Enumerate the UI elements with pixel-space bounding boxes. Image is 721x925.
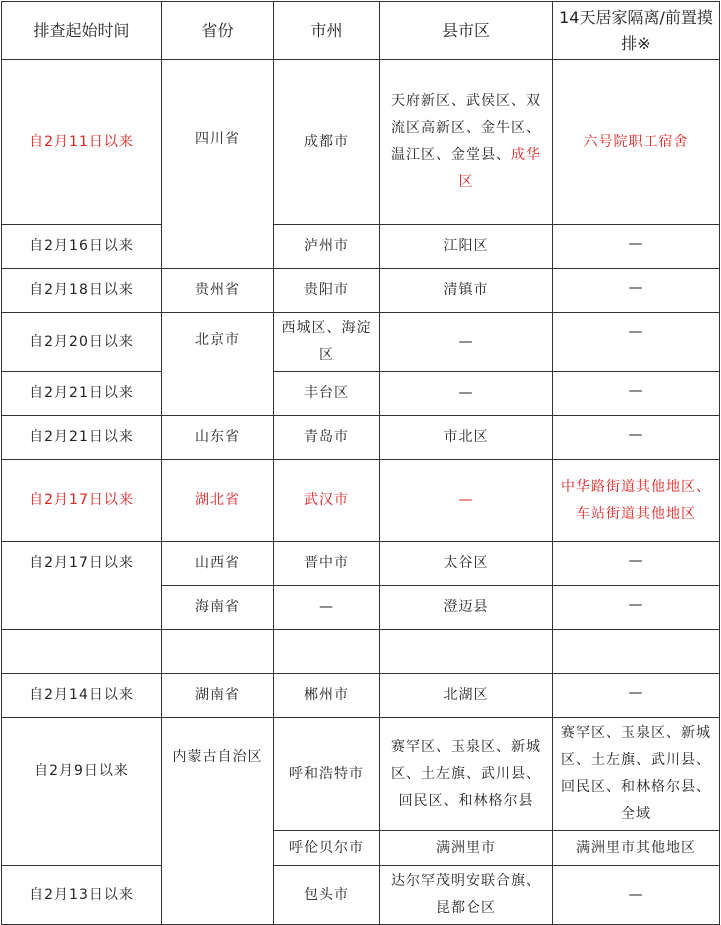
cell-start-time: 自2月14日以来 — [2, 674, 162, 718]
cell-province: 贵州省 — [162, 269, 274, 313]
cell-province: 湖南省 — [162, 674, 274, 718]
cell-province: 湖北省 — [162, 460, 274, 542]
cell-province: 内蒙古自治区 — [162, 718, 274, 925]
cell-county: — — [380, 313, 553, 372]
header-row — [2, 2, 720, 60]
cell-province: 四川省 — [162, 60, 274, 269]
cell-city: 成都市 — [274, 60, 380, 225]
cell-isolation: — — [553, 866, 720, 925]
cell-city: 呼伦贝尔市 — [274, 831, 380, 866]
cell-isolation: — — [553, 269, 720, 313]
table-row — [2, 718, 720, 831]
cell-isolation: 赛罕区、玉泉区、新城区、土左旗、武川县、回民区、和林格尔县、全域 — [553, 718, 720, 831]
cell-empty — [162, 630, 274, 674]
header-start-time: 排查起始时间 — [2, 2, 162, 60]
cell-city: 呼和浩特市 — [274, 718, 380, 831]
county-text: 天府新区、武侯区、双流区高新区、金牛区、温江区、金堂县、 — [391, 93, 541, 163]
cell-city: 西城区、海淀区 — [274, 313, 380, 372]
cell-province: 山西省 — [162, 542, 274, 586]
cell-county: 太谷区 — [380, 542, 553, 586]
cell-start-time: 自2月9日以来 — [2, 718, 162, 866]
cell-isolation: — — [553, 416, 720, 460]
cell-isolation: — — [553, 674, 720, 718]
cell-empty — [274, 630, 380, 674]
cell-city: 晋中市 — [274, 542, 380, 586]
table-row — [2, 416, 720, 460]
risk-area-table — [1, 1, 720, 925]
cell-province: 山东省 — [162, 416, 274, 460]
cell-isolation: 六号院职工宿舍 — [553, 60, 720, 225]
cell-city: 包头市 — [274, 866, 380, 925]
cell-empty — [2, 630, 162, 674]
cell-province: 海南省 — [162, 586, 274, 630]
cell-province: 北京市 — [162, 313, 274, 416]
cell-county: 达尔罕茂明安联合旗、昆都仑区 — [380, 866, 553, 925]
table-row — [2, 674, 720, 718]
cell-city: 泸州市 — [274, 225, 380, 269]
cell-county: 满洲里市 — [380, 831, 553, 866]
cell-city: 武汉市 — [274, 460, 380, 542]
cell-isolation: 满洲里市其他地区 — [553, 831, 720, 866]
header-county: 县市区 — [380, 2, 553, 60]
cell-county: — — [380, 460, 553, 542]
cell-county: 市北区 — [380, 416, 553, 460]
cell-county — [380, 60, 553, 225]
cell-start-time: 自2月17日以来 — [2, 460, 162, 542]
cell-start-time: 自2月11日以来 — [2, 60, 162, 225]
cell-city: 丰台区 — [274, 372, 380, 416]
cell-start-time: 自2月18日以来 — [2, 269, 162, 313]
cell-start-time: 自2月16日以来 — [2, 225, 162, 269]
county-text-highlight: 成华区 — [458, 147, 541, 190]
cell-empty — [380, 630, 553, 674]
cell-isolation: — — [553, 313, 720, 372]
cell-isolation: — — [553, 225, 720, 269]
cell-city: 贵阳市 — [274, 269, 380, 313]
cell-start-time: 自2月21日以来 — [2, 372, 162, 416]
cell-start-time: 自2月13日以来 — [2, 866, 162, 925]
cell-isolation: — — [553, 372, 720, 416]
header-isolation: 14天居家隔离/前置摸排※ — [553, 2, 720, 60]
cell-empty — [553, 630, 720, 674]
table-row — [2, 542, 720, 586]
table-row — [2, 225, 720, 269]
cell-start-time: 自2月20日以来 — [2, 313, 162, 372]
table-row-empty — [2, 630, 720, 674]
cell-isolation: — — [553, 542, 720, 586]
cell-city: 郴州市 — [274, 674, 380, 718]
cell-county: 赛罕区、玉泉区、新城区、土左旗、武川县、回民区、和林格尔县 — [380, 718, 553, 831]
table-row — [2, 460, 720, 542]
cell-city: — — [274, 586, 380, 630]
cell-county: — — [380, 372, 553, 416]
cell-county: 澄迈县 — [380, 586, 553, 630]
cell-isolation: — — [553, 586, 720, 630]
cell-isolation: 中华路街道其他地区、车站街道其他地区 — [553, 460, 720, 542]
table-row — [2, 313, 720, 372]
header-city: 市州 — [274, 2, 380, 60]
cell-start-time: 自2月21日以来 — [2, 416, 162, 460]
cell-start-time: 自2月17日以来 — [2, 542, 162, 630]
table-row — [2, 60, 720, 225]
table-row — [2, 866, 720, 925]
cell-county: 清镇市 — [380, 269, 553, 313]
table-row — [2, 372, 720, 416]
cell-county: 江阳区 — [380, 225, 553, 269]
table-row — [2, 269, 720, 313]
cell-county: 北湖区 — [380, 674, 553, 718]
cell-city: 青岛市 — [274, 416, 380, 460]
header-province: 省份 — [162, 2, 274, 60]
